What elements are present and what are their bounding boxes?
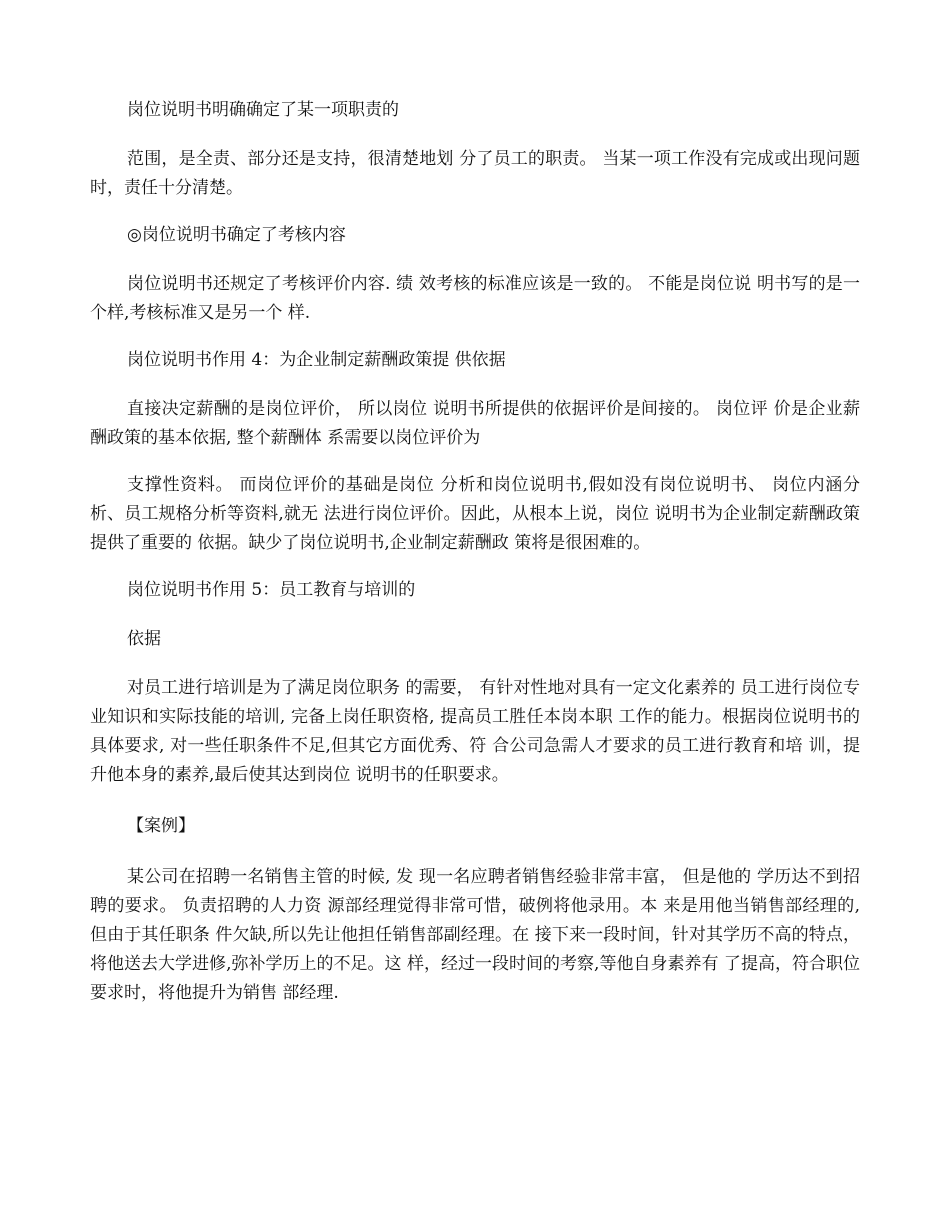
paragraph-duty-scope: 范围，是全责、部分还是支持，很清楚地划 分了员工的职责。 当某一项工作没有完成或出现问题时，责任十分清楚。 xyxy=(90,149,860,198)
paragraph-training: 对员工进行培训是为了满足岗位职务 的需要， 有针对性地对具有一定文化素养的 员工进行岗位专业知识和实际技能的培训, 完备上岗任职资格, 提高员工胜任本岗本职 工作的能力。根据岗位说明书的具体要求, 对一些任职条件不足,但其它方面优秀、符 合公司急需人才要求的员工进行教育和培 训，提升他本身的素养,最后使其达到岗位 说明书的任职要求。 xyxy=(90,678,860,785)
paragraph-duty-scope-heading: 岗位说明书明确确定了某一项职责的 xyxy=(127,100,399,120)
paragraph-function5-heading: 岗位说明书作用 5：员工教育与培训的 xyxy=(127,580,416,600)
paragraph-salary-basis: 直接决定薪酬的是岗位评价， 所以岗位 说明书所提供的依据评价是间接的。 岗位评 价是企业薪酬政策的基本依据, 整个薪酬体 系需要以岗位评价为 xyxy=(90,399,860,448)
paragraph-case: 某公司在招聘一名销售主管的时候, 发 现一名应聘者销售经验非常丰富， 但是他的 学历达不到招聘的要求。 负责招聘的人力资 源部经理觉得非常可惜，破例将他录用。本 来是用他当销售部经理的, 但由于其任职条 件欠缺,所以先让他担任销售部副经理。在 接下来一段时间，针对其学历不高的特点， 将他送去大学进修,弥补学历上的不足。这 样，经过一段时间的考察,等他自身素养有 了提高，符合职位要求时，将他提升为销售 部经理. xyxy=(90,867,860,1003)
case-label: 【案例】 xyxy=(127,816,195,836)
paragraph-function4-heading: 岗位说明书作用 4：为企业制定薪酬政策提 供依据 xyxy=(127,350,506,370)
paragraph-assessment-heading: ◎岗位说明书确定了考核内容 xyxy=(127,225,346,245)
paragraph-function5-heading-cont: 依据 xyxy=(127,629,161,649)
paragraph-salary-support: 支撑性资料。 而岗位评价的基础是岗位 分析和岗位说明书,假如没有岗位说明书、 岗位内涵分析、员工规格分析等资料,就无 法进行岗位评价。因此，从根本上说，岗位 说明书为企业制定薪酬政策提供了重要的 依据。缺少了岗位说明书,企业制定薪酬政 策将是很困难的。 xyxy=(90,475,860,553)
paragraph-assessment: 岗位说明书还规定了考核评价内容. 绩 效考核的标准应该是一致的。 不能是岗位说 明书写的是一个样,考核标准又是另一个 样. xyxy=(90,274,860,323)
